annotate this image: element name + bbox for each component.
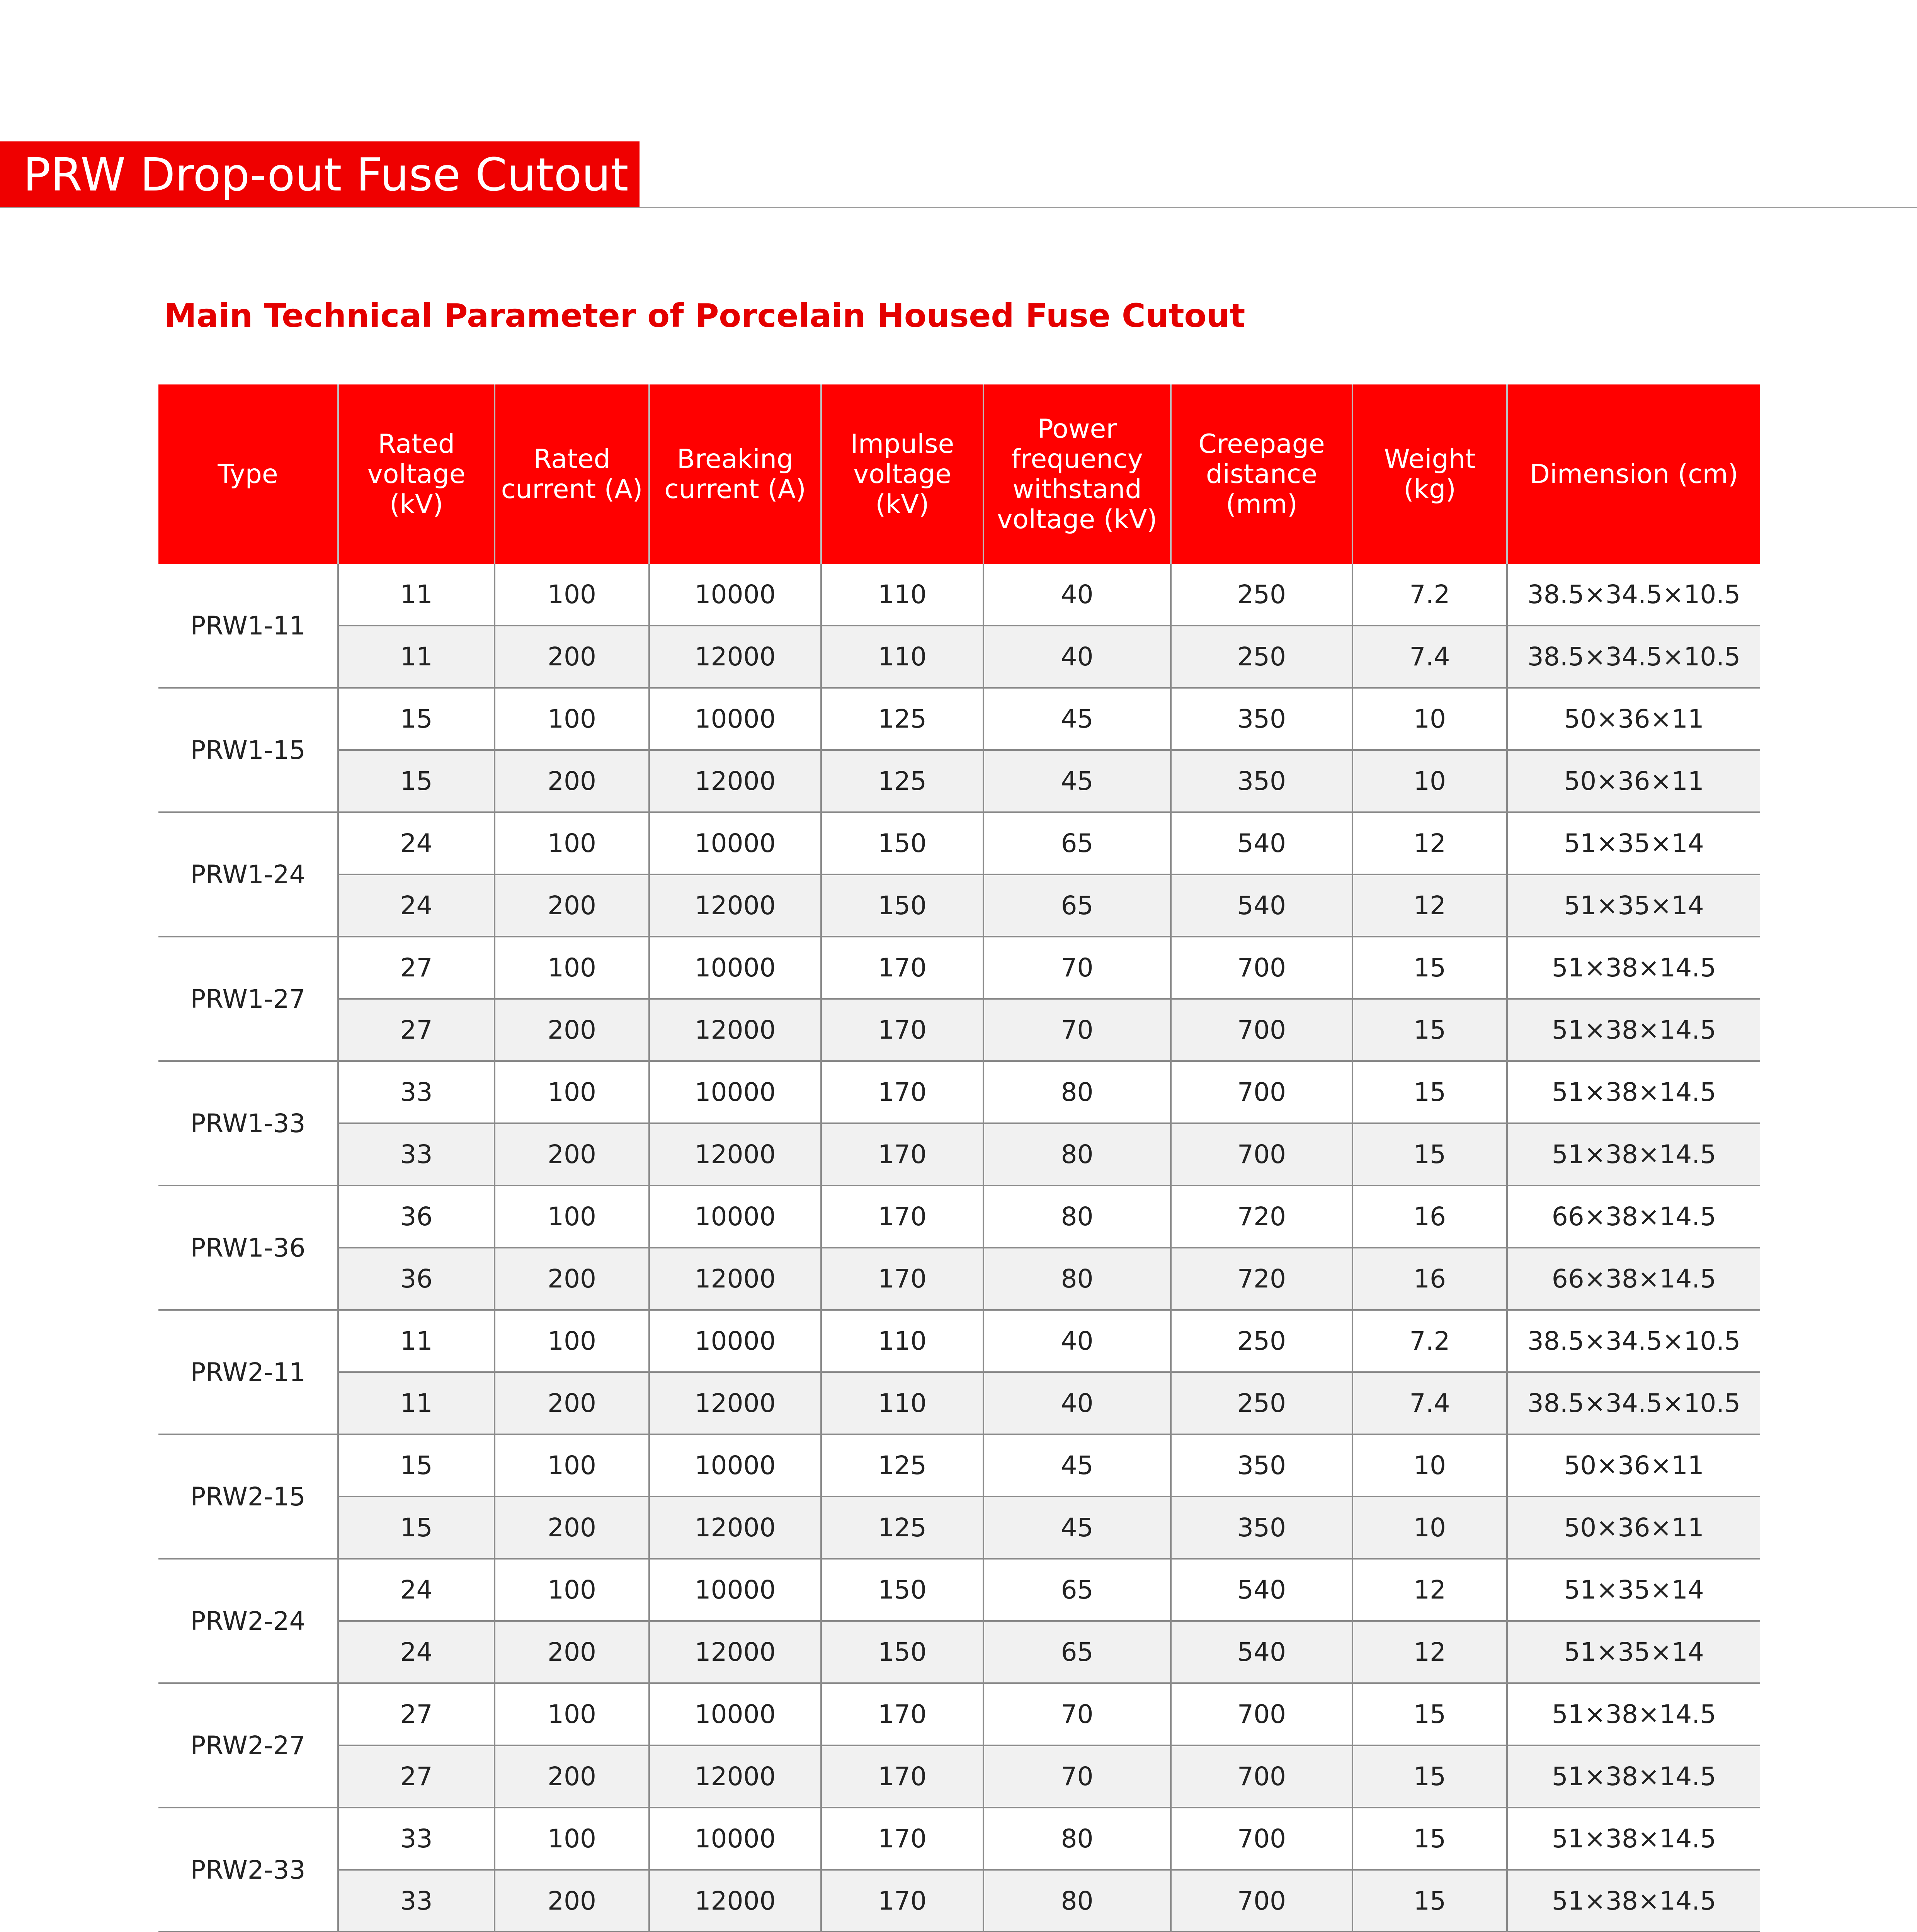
table-cell: 10000 (649, 1434, 821, 1497)
table-cell: 7.2 (1352, 564, 1507, 626)
table-cell: 24 (338, 812, 495, 874)
table-cell: 12000 (649, 874, 821, 937)
table-cell: 12000 (649, 1497, 821, 1559)
table-cell: 10000 (649, 1310, 821, 1372)
parameter-table (158, 384, 1760, 1932)
table-cell: 150 (821, 874, 983, 937)
table-cell: 125 (821, 1497, 983, 1559)
table-cell: 200 (495, 1745, 649, 1808)
table-cell: 170 (821, 999, 983, 1061)
table-cell: 36 (338, 1185, 495, 1248)
table-row (158, 626, 1760, 688)
table-cell: 350 (1171, 1434, 1352, 1497)
table-cell: 12000 (649, 750, 821, 812)
table-cell: 12 (1352, 812, 1507, 874)
table-cell: 15 (1352, 1808, 1507, 1870)
table-row (158, 1123, 1760, 1185)
table-cell: 700 (1171, 999, 1352, 1061)
table-cell: 125 (821, 750, 983, 812)
column-header: Type (158, 384, 338, 564)
table-cell: 70 (983, 999, 1171, 1061)
table-cell: 15 (1352, 937, 1507, 999)
table-cell: 100 (495, 1061, 649, 1123)
table-cell: 15 (1352, 1683, 1507, 1745)
table-cell: 27 (338, 999, 495, 1061)
table-cell: 7.2 (1352, 1310, 1507, 1372)
table-cell: 50×36×11 (1507, 750, 1760, 812)
table-cell: 540 (1171, 812, 1352, 874)
table-cell: 15 (1352, 999, 1507, 1061)
table-cell: 10 (1352, 1434, 1507, 1497)
table-cell: 45 (983, 1497, 1171, 1559)
table-cell: 200 (495, 1372, 649, 1434)
table-cell: 51×35×14 (1507, 812, 1760, 874)
table-cell: 38.5×34.5×10.5 (1507, 1310, 1760, 1372)
table-cell: 10000 (649, 688, 821, 750)
column-header: Breaking current (A) (649, 384, 821, 564)
table-cell: 10000 (649, 1185, 821, 1248)
table-row (158, 1745, 1760, 1808)
table-cell: 65 (983, 1621, 1171, 1683)
table-cell: 350 (1171, 750, 1352, 812)
table-row (158, 812, 1760, 874)
table-cell: 150 (821, 812, 983, 874)
table-cell: 10000 (649, 1683, 821, 1745)
table-cell: 33 (338, 1061, 495, 1123)
table-row (158, 1621, 1760, 1683)
table-cell: 51×35×14 (1507, 874, 1760, 937)
table-cell: 200 (495, 1621, 649, 1683)
table-cell: 100 (495, 1434, 649, 1497)
type-cell: PRW2-33 (158, 1808, 338, 1932)
table-cell: 40 (983, 564, 1171, 626)
table-cell: 12 (1352, 1559, 1507, 1621)
table-row (158, 1310, 1760, 1372)
table-cell: 170 (821, 1248, 983, 1310)
table-cell: 80 (983, 1061, 1171, 1123)
table-cell: 38.5×34.5×10.5 (1507, 1372, 1760, 1434)
table-cell: 7.4 (1352, 626, 1507, 688)
table-cell: 10000 (649, 1808, 821, 1870)
table-cell: 200 (495, 874, 649, 937)
section-heading: Main Technical Parameter of Porcelain Housed Fuse Cutout (164, 297, 1245, 335)
table-row (158, 999, 1760, 1061)
table-cell: 12 (1352, 1621, 1507, 1683)
type-cell: PRW1-33 (158, 1061, 338, 1185)
table-cell: 200 (495, 1248, 649, 1310)
table-cell: 720 (1171, 1185, 1352, 1248)
table-cell: 700 (1171, 937, 1352, 999)
table-cell: 51×35×14 (1507, 1621, 1760, 1683)
table-cell: 150 (821, 1559, 983, 1621)
table-cell: 700 (1171, 1870, 1352, 1932)
table-cell: 170 (821, 937, 983, 999)
table-cell: 110 (821, 1310, 983, 1372)
table-cell: 80 (983, 1808, 1171, 1870)
table-cell: 15 (1352, 1061, 1507, 1123)
table-cell: 10 (1352, 1497, 1507, 1559)
table-cell: 40 (983, 626, 1171, 688)
table-cell: 65 (983, 874, 1171, 937)
type-cell: PRW2-15 (158, 1434, 338, 1559)
type-cell: PRW1-15 (158, 688, 338, 812)
table-cell: 36 (338, 1248, 495, 1310)
table-cell: 100 (495, 1808, 649, 1870)
table-cell: 45 (983, 688, 1171, 750)
table-cell: 51×38×14.5 (1507, 1870, 1760, 1932)
table-row (158, 874, 1760, 937)
table-cell: 170 (821, 1185, 983, 1248)
table-cell: 350 (1171, 1497, 1352, 1559)
table-cell: 70 (983, 937, 1171, 999)
table-cell: 11 (338, 626, 495, 688)
table-cell: 700 (1171, 1808, 1352, 1870)
table-cell: 33 (338, 1808, 495, 1870)
table-cell: 12000 (649, 1372, 821, 1434)
table-cell: 16 (1352, 1185, 1507, 1248)
table-cell: 24 (338, 1621, 495, 1683)
table-cell: 27 (338, 1745, 495, 1808)
table-cell: 15 (1352, 1123, 1507, 1185)
table-cell: 200 (495, 1497, 649, 1559)
table-row (158, 1185, 1760, 1248)
table-row (158, 1808, 1760, 1870)
table-cell: 170 (821, 1683, 983, 1745)
column-header: Rated current (A) (495, 384, 649, 564)
table-cell: 100 (495, 1559, 649, 1621)
table-cell: 51×38×14.5 (1507, 1123, 1760, 1185)
table-cell: 10000 (649, 1559, 821, 1621)
table-cell: 170 (821, 1061, 983, 1123)
type-cell: PRW1-36 (158, 1185, 338, 1310)
table-cell: 350 (1171, 688, 1352, 750)
column-header: Power frequency withstand voltage (kV) (983, 384, 1171, 564)
table-cell: 66×38×14.5 (1507, 1185, 1760, 1248)
table-cell: 33 (338, 1870, 495, 1932)
table-cell: 170 (821, 1870, 983, 1932)
table-cell: 250 (1171, 1372, 1352, 1434)
table-cell: 100 (495, 812, 649, 874)
type-cell: PRW1-11 (158, 564, 338, 688)
type-cell: PRW2-11 (158, 1310, 338, 1434)
table-cell: 10 (1352, 688, 1507, 750)
table-row (158, 1870, 1760, 1932)
table-cell: 200 (495, 626, 649, 688)
table-cell: 100 (495, 1185, 649, 1248)
table-cell: 65 (983, 812, 1171, 874)
table-cell: 12000 (649, 1248, 821, 1310)
table-cell: 51×38×14.5 (1507, 1061, 1760, 1123)
table-cell: 12000 (649, 1123, 821, 1185)
table-cell: 51×38×14.5 (1507, 1808, 1760, 1870)
table-cell: 700 (1171, 1745, 1352, 1808)
table-row (158, 1683, 1760, 1745)
table-row (158, 1559, 1760, 1621)
table-cell: 33 (338, 1123, 495, 1185)
table-cell: 150 (821, 1621, 983, 1683)
table-cell: 700 (1171, 1123, 1352, 1185)
table-row (158, 688, 1760, 750)
column-header: Dimension (cm) (1507, 384, 1760, 564)
table-cell: 110 (821, 564, 983, 626)
table-cell: 12000 (649, 1745, 821, 1808)
table-cell: 10000 (649, 812, 821, 874)
page-title: PRW Drop-out Fuse Cutout (23, 148, 629, 201)
table-cell: 100 (495, 564, 649, 626)
table-cell: 15 (338, 1497, 495, 1559)
table-cell: 12000 (649, 1621, 821, 1683)
title-banner (0, 141, 640, 208)
type-cell: PRW2-24 (158, 1559, 338, 1683)
table-cell: 100 (495, 1683, 649, 1745)
table-cell: 51×38×14.5 (1507, 999, 1760, 1061)
table-row (158, 750, 1760, 812)
table-row (158, 1497, 1760, 1559)
table-cell: 40 (983, 1372, 1171, 1434)
table-cell: 110 (821, 626, 983, 688)
table-cell: 170 (821, 1123, 983, 1185)
table-cell: 720 (1171, 1248, 1352, 1310)
table-cell: 15 (1352, 1745, 1507, 1808)
table-cell: 200 (495, 1870, 649, 1932)
table-cell: 7.4 (1352, 1372, 1507, 1434)
table-cell: 700 (1171, 1061, 1352, 1123)
table-cell: 170 (821, 1808, 983, 1870)
table-cell: 50×36×11 (1507, 1434, 1760, 1497)
table-cell: 100 (495, 688, 649, 750)
table-header-row (158, 384, 1760, 564)
table-cell: 80 (983, 1123, 1171, 1185)
table-cell: 200 (495, 1123, 649, 1185)
table-cell: 11 (338, 1372, 495, 1434)
table-cell: 250 (1171, 1310, 1352, 1372)
table-row (158, 1434, 1760, 1497)
column-header: Creepage distance (mm) (1171, 384, 1352, 564)
table-cell: 200 (495, 750, 649, 812)
table-cell: 51×38×14.5 (1507, 1745, 1760, 1808)
table-cell: 540 (1171, 874, 1352, 937)
table-cell: 15 (338, 688, 495, 750)
column-header: Weight (kg) (1352, 384, 1507, 564)
table-row (158, 1061, 1760, 1123)
column-header: Impulse voltage (kV) (821, 384, 983, 564)
table-cell: 10 (1352, 750, 1507, 812)
table-cell: 15 (1352, 1870, 1507, 1932)
table-cell: 12000 (649, 626, 821, 688)
table-cell: 12 (1352, 874, 1507, 937)
header-divider (0, 207, 1917, 208)
table-cell: 51×35×14 (1507, 1559, 1760, 1621)
table-cell: 45 (983, 1434, 1171, 1497)
table-cell: 125 (821, 1434, 983, 1497)
table-cell: 11 (338, 1310, 495, 1372)
table-cell: 65 (983, 1559, 1171, 1621)
table-cell: 200 (495, 999, 649, 1061)
table-cell: 66×38×14.5 (1507, 1248, 1760, 1310)
table-cell: 125 (821, 688, 983, 750)
table-cell: 10000 (649, 937, 821, 999)
table-cell: 100 (495, 937, 649, 999)
table-cell: 51×38×14.5 (1507, 1683, 1760, 1745)
table-cell: 250 (1171, 564, 1352, 626)
table-body (158, 564, 1760, 1932)
table-cell: 50×36×11 (1507, 688, 1760, 750)
table-cell: 40 (983, 1310, 1171, 1372)
table-cell: 27 (338, 937, 495, 999)
table-cell: 110 (821, 1372, 983, 1434)
table-cell: 16 (1352, 1248, 1507, 1310)
table-row (158, 1372, 1760, 1434)
table-cell: 38.5×34.5×10.5 (1507, 626, 1760, 688)
table-cell: 80 (983, 1248, 1171, 1310)
table-cell: 80 (983, 1185, 1171, 1248)
table-cell: 45 (983, 750, 1171, 812)
table-row (158, 564, 1760, 626)
table-cell: 540 (1171, 1559, 1352, 1621)
table-cell: 38.5×34.5×10.5 (1507, 564, 1760, 626)
table-cell: 10000 (649, 564, 821, 626)
table-cell: 80 (983, 1870, 1171, 1932)
table-cell: 250 (1171, 626, 1352, 688)
table-cell: 11 (338, 564, 495, 626)
table-cell: 15 (338, 750, 495, 812)
table-cell: 24 (338, 1559, 495, 1621)
table-cell: 51×38×14.5 (1507, 937, 1760, 999)
table-cell: 700 (1171, 1683, 1352, 1745)
table-cell: 12000 (649, 1870, 821, 1932)
table-cell: 70 (983, 1683, 1171, 1745)
table-cell: 170 (821, 1745, 983, 1808)
table-cell: 10000 (649, 1061, 821, 1123)
table-cell: 27 (338, 1683, 495, 1745)
table-cell: 50×36×11 (1507, 1497, 1760, 1559)
table-cell: 24 (338, 874, 495, 937)
table-row (158, 1248, 1760, 1310)
table-cell: 12000 (649, 999, 821, 1061)
type-cell: PRW2-27 (158, 1683, 338, 1808)
table-cell: 70 (983, 1745, 1171, 1808)
column-header: Rated voltage (kV) (338, 384, 495, 564)
table-cell: 100 (495, 1310, 649, 1372)
table-cell: 540 (1171, 1621, 1352, 1683)
type-cell: PRW1-27 (158, 937, 338, 1061)
table-cell: 15 (338, 1434, 495, 1497)
type-cell: PRW1-24 (158, 812, 338, 937)
table-row (158, 937, 1760, 999)
